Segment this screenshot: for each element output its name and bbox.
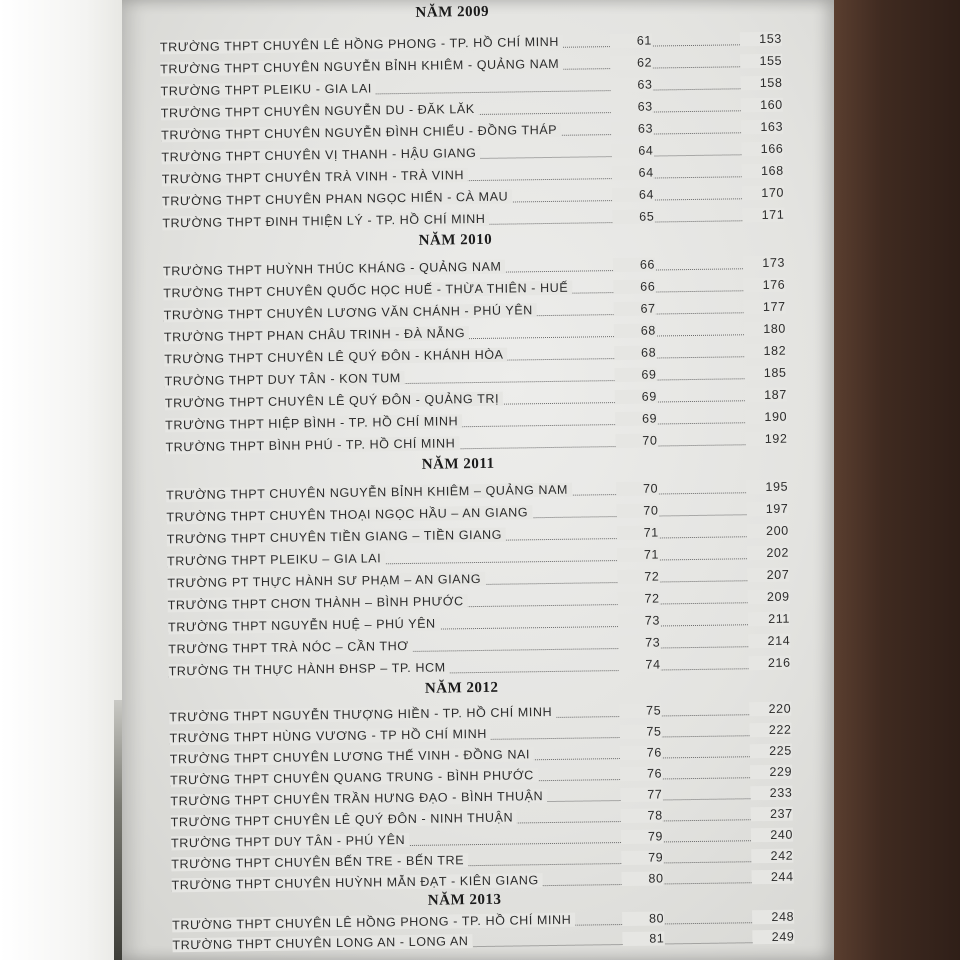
toc-page-solution: 192 [745, 432, 787, 447]
toc-school-name: TRƯỜNG THPT CHUYÊN QUỐC HỌC HUẾ - THỪA THIÊN - HUẾ [163, 281, 572, 301]
toc-school-name: TRƯỜNG THPT PLEIKU – GIA LAI [167, 551, 385, 568]
toc-page-solution: 173 [743, 256, 785, 271]
toc-page-start: 75 [619, 703, 661, 718]
toc-page-start: 63 [611, 100, 653, 115]
toc-page-start: 76 [620, 766, 662, 781]
toc-school-name: TRƯỜNG THPT NGUYỄN THƯỢNG HIỀN - TP. HỒ CHÍ MINH [169, 705, 556, 724]
toc-page-start: 81 [622, 931, 664, 946]
toc-page-start: 70 [615, 433, 657, 448]
toc-school-name: TRƯỜNG THPT TRÀ NÓC – CẦN THƠ [168, 639, 412, 656]
left-page-edge [0, 0, 122, 960]
toc-page-solution: 200 [747, 524, 789, 539]
toc-page-start: 80 [621, 871, 663, 886]
toc-school-name: TRƯỜNG THPT CHUYÊN TRẦN HƯNG ĐẠO - BÌNH THUẬN [170, 789, 547, 808]
toc-page-start: 77 [620, 787, 662, 802]
year-heading-2009: NĂM 2009 [415, 3, 490, 21]
toc-page-start: 71 [617, 525, 659, 540]
toc-page-start: 64 [611, 144, 653, 159]
toc-school-name: TRƯỜNG THPT ĐINH THIỆN LÝ - TP. HỒ CHÍ MINH [162, 212, 489, 231]
toc-page-start: 72 [617, 569, 659, 584]
toc-page-start: 75 [619, 724, 661, 739]
toc-school-name: TRƯỜNG THPT CHUYÊN LONG AN - LONG AN [172, 934, 472, 952]
toc-school-name: TRƯỜNG THPT CHƠN THÀNH – BÌNH PHƯỚC [168, 594, 468, 612]
toc-page-solution: 170 [742, 186, 784, 201]
toc-page-solution: 185 [744, 366, 786, 381]
toc-school-name: TRƯỜNG THPT CHUYÊN LÊ HỒNG PHONG - TP. HỒ CHÍ MINH [160, 35, 563, 55]
toc-page-start: 68 [614, 324, 656, 339]
toc-school-name: TRƯỜNG THPT CHUYÊN TRÀ VINH - TRÀ VINH [162, 168, 468, 186]
toc-page-solution: 209 [748, 590, 790, 605]
toc-page-start: 73 [618, 613, 660, 628]
toc-school-name: TRƯỜNG THPT HUỲNH THÚC KHÁNG - QUẢNG NAM [163, 260, 506, 279]
toc-page-solution: 153 [740, 32, 782, 47]
toc-page-start: 74 [618, 657, 660, 672]
toc-school-name: TRƯỜNG THPT HIỆP BÌNH - TP. HỒ CHÍ MINH [165, 414, 462, 432]
toc-page-start: 73 [618, 635, 660, 650]
toc-page-start: 80 [622, 911, 664, 926]
toc-page-solution: 214 [748, 634, 790, 649]
toc-page-solution: 180 [744, 322, 786, 337]
toc-school-name: TRƯỜNG THPT CHUYÊN BẾN TRE - BẾN TRE [171, 853, 468, 871]
toc-page-solution: 222 [749, 723, 791, 738]
toc-page-start: 79 [621, 829, 663, 844]
toc-page-start: 63 [611, 122, 653, 137]
toc-page-start: 66 [613, 280, 655, 295]
toc-page-solution: 168 [742, 164, 784, 179]
toc-school-name: TRƯỜNG TH THỰC HÀNH ĐHSP – TP. HCM [169, 660, 450, 678]
toc-school-name: TRƯỜNG THPT CHUYÊN TIỀN GIANG – TIỀN GIANG [167, 528, 506, 547]
toc-page-solution: 163 [741, 120, 783, 135]
toc-page-solution: 244 [751, 870, 793, 885]
toc-school-name: TRƯỜNG THPT CHUYÊN PHAN NGỌC HIỂN - CÀ MAU [162, 189, 512, 208]
toc-page-start: 70 [616, 503, 658, 518]
toc-school-name: TRƯỜNG THPT CHUYÊN NGUYỄN ĐÌNH CHIỂU - ĐỒNG THÁP [161, 123, 561, 143]
wooden-table-background [832, 0, 960, 960]
toc-page-start: 64 [612, 188, 654, 203]
toc-page-start: 62 [610, 56, 652, 71]
toc-page-start: 66 [613, 258, 655, 273]
toc-page-start: 63 [610, 78, 652, 93]
year-heading-2010: NĂM 2010 [418, 231, 493, 249]
toc-page-solution: 211 [748, 612, 790, 627]
toc-page-start: 61 [610, 34, 652, 49]
year-heading-2013: NĂM 2013 [427, 891, 502, 909]
book-page [122, 0, 834, 960]
toc-school-name: TRƯỜNG THPT CHUYÊN HUỲNH MẪN ĐẠT - KIÊN GIANG [172, 873, 543, 892]
toc-page-solution: 229 [750, 765, 792, 780]
toc-school-name: TRƯỜNG THPT CHUYÊN LƯƠNG VĂN CHÁNH - PHÚ YÊN [164, 303, 537, 322]
toc-school-name: TRƯỜNG THPT CHUYÊN LÊ QUÝ ĐÔN - NINH THUẬN [171, 810, 518, 829]
toc-page-solution: 177 [744, 300, 786, 315]
toc-school-name: TRƯỜNG THPT CHUYÊN QUANG TRUNG - BÌNH PHƯỚC [170, 768, 538, 787]
toc-page-start: 79 [621, 850, 663, 865]
toc-school-name: TRƯỜNG THPT CHUYÊN THOẠI NGỌC HẦU – AN GIANG [166, 505, 532, 524]
toc-page-solution: 176 [743, 278, 785, 293]
toc-page-start: 65 [612, 210, 654, 225]
toc-school-name: TRƯỜNG THPT HÙNG VƯƠNG - TP HỒ CHÍ MINH [169, 727, 491, 745]
toc-page-solution: 160 [741, 98, 783, 113]
toc-page-solution: 195 [746, 480, 788, 495]
toc-page-start: 68 [614, 345, 656, 360]
year-heading-2012: NĂM 2012 [424, 679, 499, 697]
toc-page-solution: 158 [740, 76, 782, 91]
toc-page-start: 70 [616, 481, 658, 496]
toc-school-name: TRƯỜNG THPT CHUYÊN NGUYỄN BỈNH KHIÊM - QUẢNG NAM [160, 57, 563, 77]
toc-school-name: TRƯỜNG THPT DUY TÂN - PHÚ YÊN [171, 833, 409, 850]
toc-page-solution: 216 [748, 656, 790, 671]
toc-school-name: TRƯỜNG THPT BÌNH PHÚ - TP. HỒ CHÍ MINH [165, 436, 459, 454]
toc-school-name: TRƯỜNG THPT CHUYÊN LƯƠNG THẾ VINH - ĐỒNG NAI [170, 747, 534, 766]
toc-school-name: TRƯỜNG THPT CHUYÊN LÊ QUÝ ĐÔN - KHÁNH HÒA [164, 348, 507, 367]
toc-page-solution: 240 [751, 828, 793, 843]
toc-page-solution: 182 [744, 344, 786, 359]
toc-page-solution: 197 [746, 502, 788, 517]
toc-school-name: TRƯỜNG THPT DUY TÂN - KON TUM [164, 371, 404, 388]
table-of-contents [115, 0, 840, 960]
toc-page-start: 76 [620, 745, 662, 760]
toc-page-solution: 249 [752, 930, 794, 945]
toc-page-start: 64 [612, 166, 654, 181]
toc-page-solution: 187 [745, 388, 787, 403]
toc-page-solution: 225 [750, 744, 792, 759]
toc-school-name: TRƯỜNG THPT NGUYỄN HUỆ – PHÚ YÊN [168, 617, 440, 635]
toc-page-solution: 190 [745, 410, 787, 425]
toc-page-solution: 207 [747, 568, 789, 583]
year-heading-2011: NĂM 2011 [421, 455, 495, 473]
toc-page-start: 69 [615, 411, 657, 426]
toc-page-start: 72 [618, 591, 660, 606]
toc-page-start: 69 [615, 389, 657, 404]
toc-page-solution: 237 [751, 807, 793, 822]
toc-school-name: TRƯỜNG THPT CHUYÊN NGUYỄN DU - ĐĂK LĂK [161, 102, 479, 120]
toc-school-name: TRƯỜNG THPT CHUYÊN NGUYỄN BỈNH KHIÊM – QUẢNG NAM [166, 483, 572, 503]
toc-school-name: TRƯỜNG THPT CHUYÊN VỊ THANH - HẬU GIANG [161, 146, 480, 164]
toc-page-solution: 166 [741, 142, 783, 157]
toc-school-name: TRƯỜNG PT THỰC HÀNH SƯ PHẠM – AN GIANG [167, 572, 485, 590]
toc-page-solution: 202 [747, 546, 789, 561]
toc-school-name: TRƯỜNG THPT PHAN CHÂU TRINH - ĐÀ NẴNG [164, 326, 469, 344]
toc-school-name: TRƯỜNG THPT PLEIKU - GIA LAI [160, 81, 376, 98]
toc-page-start: 71 [617, 547, 659, 562]
toc-page-start: 69 [614, 367, 656, 382]
toc-school-name: TRƯỜNG THPT CHUYÊN LÊ HỒNG PHONG - TP. HỒ CHÍ MINH [172, 913, 575, 933]
toc-page-solution: 155 [740, 54, 782, 69]
toc-page-solution: 233 [750, 786, 792, 801]
toc-page-start: 78 [621, 808, 663, 823]
toc-page-solution: 220 [749, 702, 791, 717]
toc-school-name: TRƯỜNG THPT CHUYÊN LÊ QUÝ ĐÔN - QUẢNG TRỊ [165, 392, 503, 411]
toc-page-solution: 248 [752, 910, 794, 925]
toc-page-solution: 242 [751, 849, 793, 864]
toc-page-solution: 171 [742, 208, 784, 223]
toc-page-start: 67 [614, 302, 656, 317]
